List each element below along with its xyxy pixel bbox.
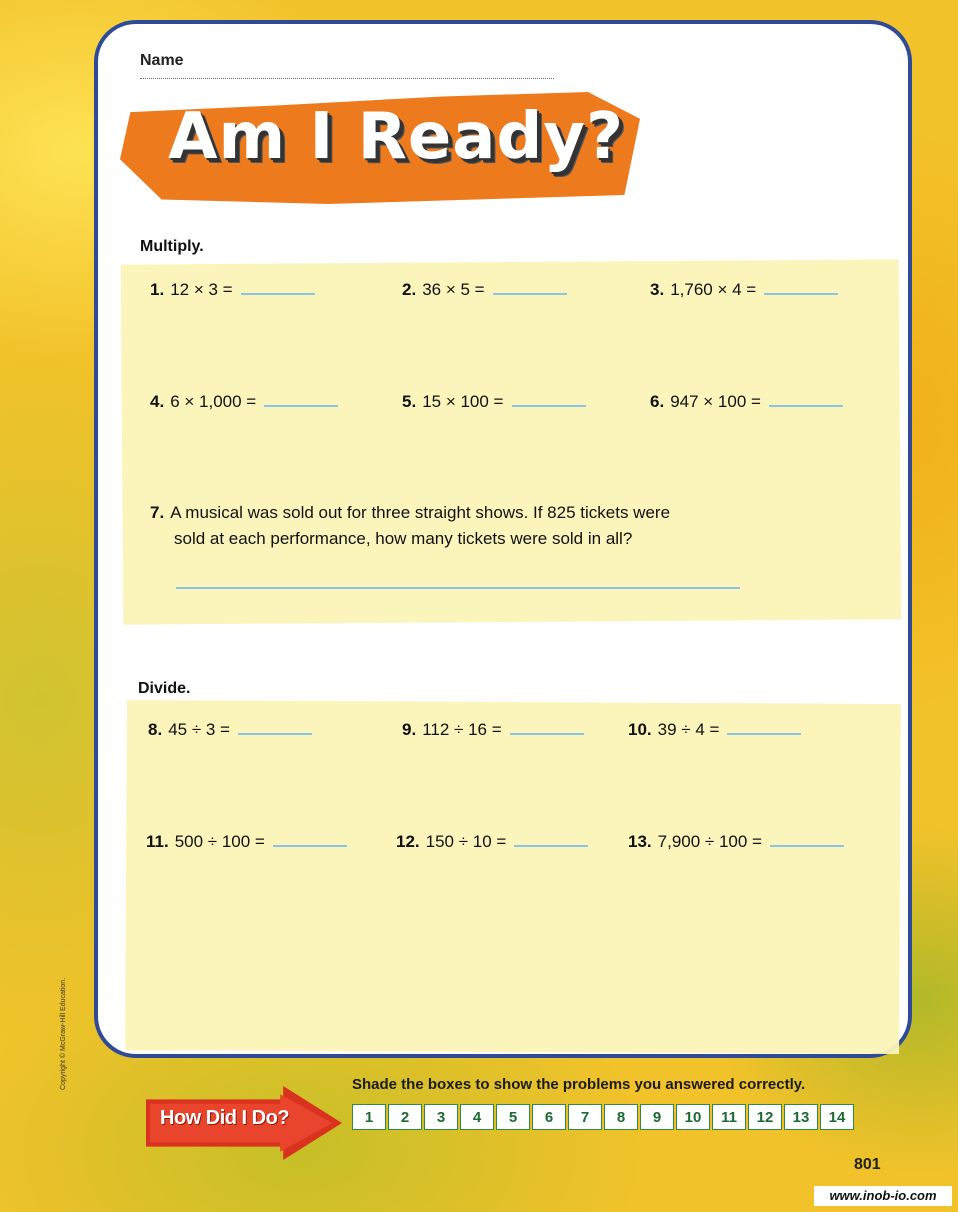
problem-1: 1. 12 × 3 = bbox=[150, 279, 315, 300]
divide-label: Divide. bbox=[138, 680, 191, 697]
score-box[interactable]: 14 bbox=[820, 1104, 854, 1130]
score-box[interactable]: 9 bbox=[640, 1104, 674, 1130]
score-box[interactable]: 5 bbox=[496, 1104, 530, 1130]
score-box[interactable]: 10 bbox=[676, 1104, 710, 1130]
answer-blank[interactable] bbox=[514, 831, 588, 847]
score-box[interactable]: 13 bbox=[784, 1104, 818, 1130]
problem-3: 3. 1,760 × 4 = bbox=[650, 279, 838, 300]
answer-blank[interactable] bbox=[264, 391, 338, 407]
score-box[interactable]: 7 bbox=[568, 1104, 602, 1130]
watermark: www.inob-io.com bbox=[814, 1186, 952, 1206]
page-title: Am I Ready? bbox=[168, 100, 625, 174]
page-number: 801 bbox=[854, 1156, 881, 1173]
answer-blank[interactable] bbox=[512, 391, 586, 407]
problem-12: 12. 150 ÷ 10 = bbox=[396, 831, 588, 852]
answer-blank[interactable] bbox=[238, 719, 312, 735]
answer-blank[interactable] bbox=[764, 279, 838, 295]
answer-blank[interactable] bbox=[727, 719, 801, 735]
divide-panel bbox=[125, 700, 901, 1054]
copyright-text: Copyright © McGraw-Hill Education. bbox=[60, 977, 67, 1090]
score-box[interactable]: 1 bbox=[352, 1104, 386, 1130]
shade-instruction: Shade the boxes to show the problems you answered correctly. bbox=[352, 1076, 806, 1093]
problem-7: 7. A musical was sold out for three straight shows. If 825 tickets were sold at each performance, how many tickets were sold in all? bbox=[150, 503, 671, 548]
problem-7-answer-line[interactable] bbox=[176, 587, 740, 589]
multiply-panel bbox=[121, 259, 901, 624]
problem-13: 13. 7,900 ÷ 100 = bbox=[628, 831, 844, 852]
problem-5: 5. 15 × 100 = bbox=[402, 391, 586, 412]
name-input-line[interactable] bbox=[140, 78, 554, 79]
answer-blank[interactable] bbox=[770, 831, 844, 847]
score-boxes bbox=[352, 1104, 856, 1130]
answer-blank[interactable] bbox=[510, 719, 584, 735]
score-box[interactable]: 3 bbox=[424, 1104, 458, 1130]
answer-blank[interactable] bbox=[493, 279, 567, 295]
score-box[interactable]: 12 bbox=[748, 1104, 782, 1130]
problem-11: 11. 500 ÷ 100 = bbox=[146, 831, 347, 852]
score-box[interactable]: 4 bbox=[460, 1104, 494, 1130]
problem-6: 6. 947 × 100 = bbox=[650, 391, 843, 412]
problem-10: 10. 39 ÷ 4 = bbox=[628, 719, 801, 740]
problem-4: 4. 6 × 1,000 = bbox=[150, 391, 338, 412]
problem-8: 8. 45 ÷ 3 = bbox=[148, 719, 312, 740]
answer-blank[interactable] bbox=[273, 831, 347, 847]
problem-2: 2. 36 × 5 = bbox=[402, 279, 567, 300]
name-label: Name bbox=[140, 52, 184, 69]
score-box[interactable]: 6 bbox=[532, 1104, 566, 1130]
multiply-label: Multiply. bbox=[140, 238, 204, 255]
name-row bbox=[140, 52, 184, 70]
score-box[interactable]: 2 bbox=[388, 1104, 422, 1130]
answer-blank[interactable] bbox=[769, 391, 843, 407]
answer-blank[interactable] bbox=[241, 279, 315, 295]
how-did-i-do-label: How Did I Do? bbox=[160, 1107, 290, 1129]
score-box[interactable]: 8 bbox=[604, 1104, 638, 1130]
score-box[interactable]: 11 bbox=[712, 1104, 746, 1130]
problem-9: 9. 112 ÷ 16 = bbox=[402, 719, 584, 740]
